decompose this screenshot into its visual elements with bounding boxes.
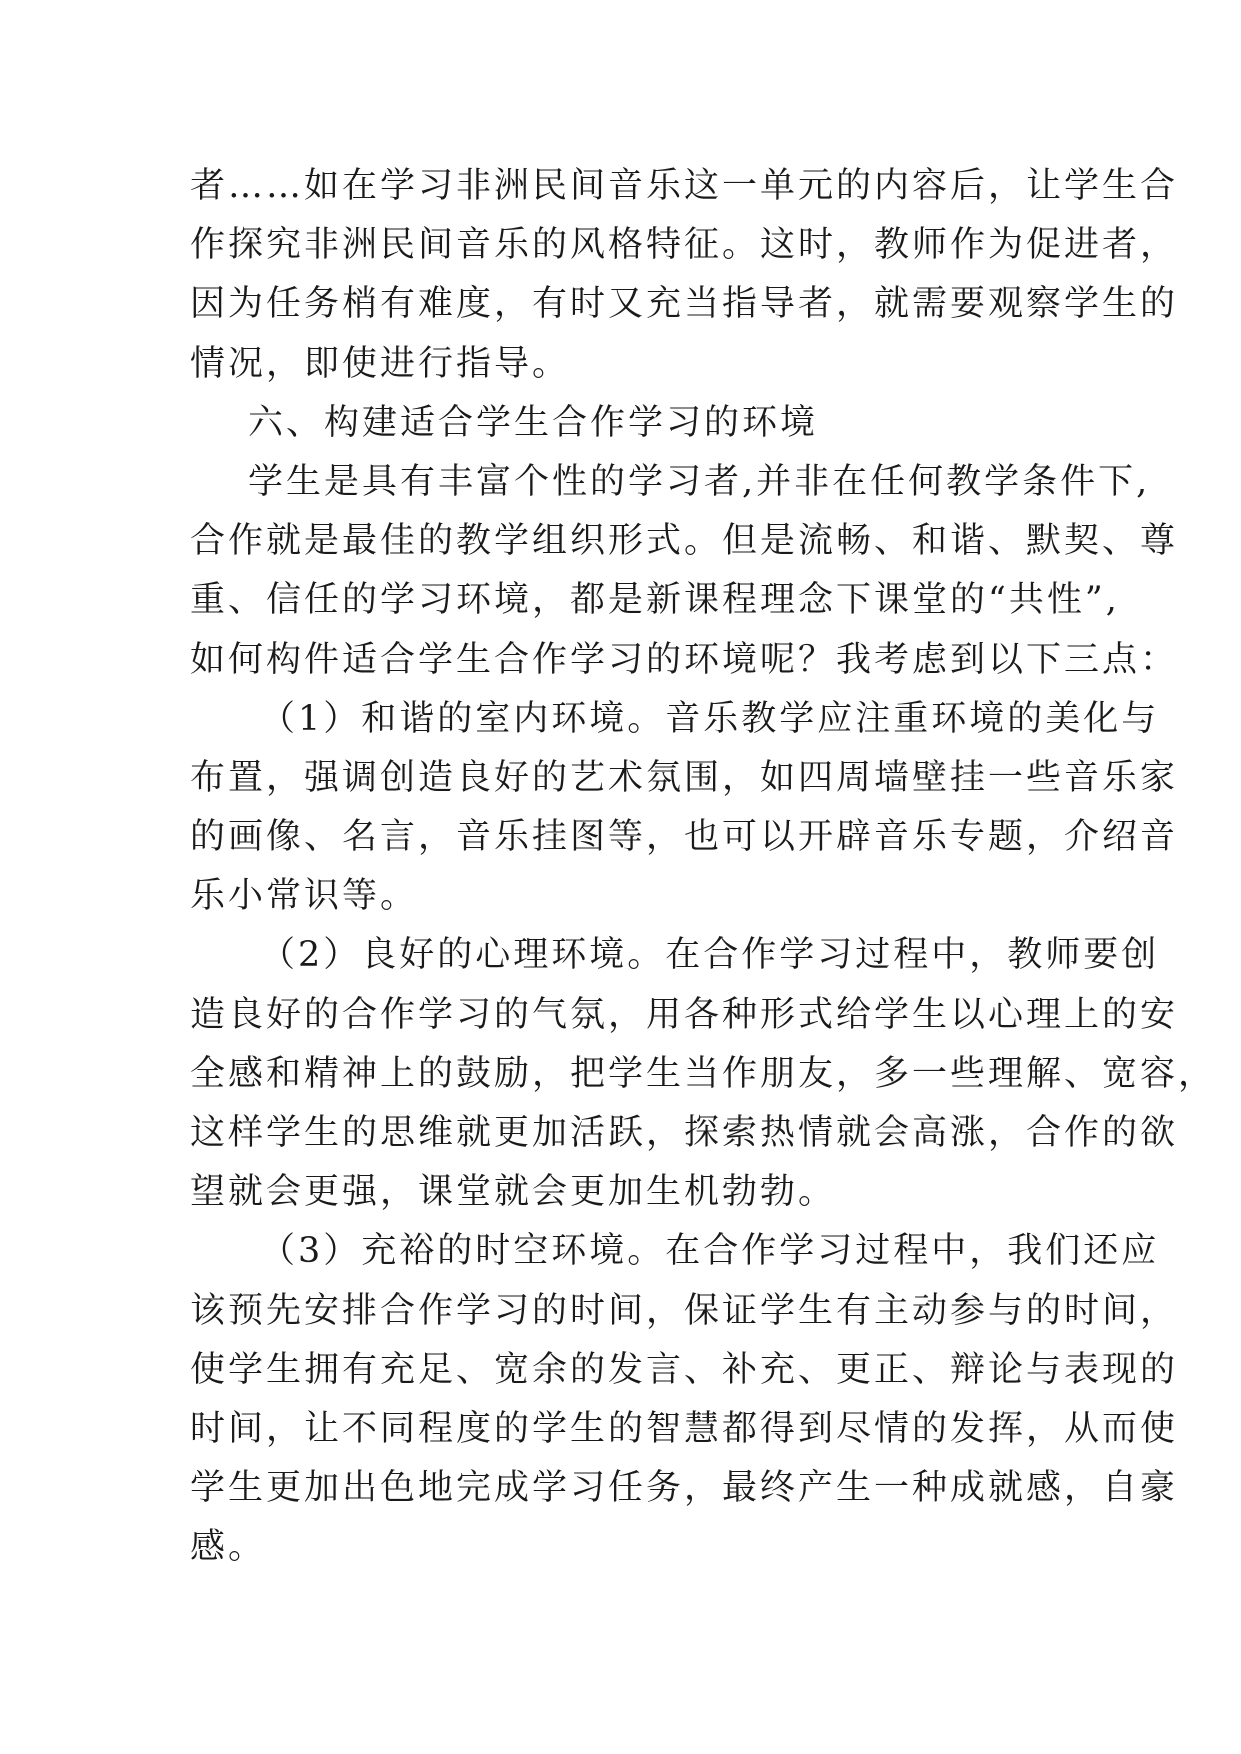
paragraph-line: 情况，即使进行指导。 [190,343,571,384]
document-page [190,157,1217,1578]
paragraph-line: 合作就是最佳的教学组织形式。但是流畅、和谐、默契、尊 [190,521,1179,562]
paragraph-line: 如何构件适合学生合作学习的环境呢？我考虑到以下三点： [190,639,1179,680]
paragraph-line: 重、信任的学习环境，都是新课程理念下课堂的“共性”, [190,580,1120,621]
paragraph-line: 的画像、名言，音乐挂图等，也可以开辟音乐专题，介绍音 [190,817,1179,858]
paragraph-line: 学生是具有丰富个性的学习者,并非在任何教学条件下, [248,461,1151,502]
paragraph-line: 者……如在学习非洲民间音乐这一单元的内容后，让学生合 [190,166,1179,206]
paragraph-line: 作探究非洲民间音乐的风格特征。这时，教师作为促进者， [190,225,1179,266]
paragraph-line: 时间，让不同程度的学生的智慧都得到尽情的发挥，从而使 [190,1408,1179,1449]
paragraph-line: 造良好的合作学习的气氛，用各种形式给学生以心理上的安 [190,994,1179,1035]
paragraph-line: 该预先安排合作学习的时间，保证学生有主动参与的时间， [190,1290,1179,1331]
paragraph-line: 望就会更强，课堂就会更加生机勃勃。 [190,1172,837,1213]
paragraph-line: 这样学生的思维就更加活跃，探索热情就会高涨，合作的欲 [190,1113,1179,1153]
paragraph-line: 使学生拥有充足、宽余的发言、补充、更正、辩论与表现的 [190,1349,1179,1390]
paragraph-line: 全感和精神上的鼓励，把学生当作朋友，多一些理解、宽容， [190,1053,1217,1094]
paragraph-line: 因为任务梢有难度，有时又充当指导者，就需要观察学生的 [190,284,1179,325]
list-item-heading: （1）和谐的室内环境。音乐教学应注重环境的美化与 [260,698,1160,739]
paragraph-line: 感。 [190,1527,267,1568]
paragraph-line: 布置，强调创造良好的艺术氛围，如四周墙壁挂一些音乐家 [190,757,1179,798]
list-item-heading: （3）充裕的时空环境。在合作学习过程中，我们还应 [260,1231,1160,1272]
paragraph-line: 乐小常识等。 [190,876,419,917]
paragraph-line: 学生更加出色地完成学习任务，最终产生一种成就感，自豪 [190,1468,1179,1509]
section-heading: 六、构建适合学生合作学习的环境 [248,402,819,443]
list-item-heading: （2）良好的心理环境。在合作学习过程中，教师要创 [260,935,1160,976]
